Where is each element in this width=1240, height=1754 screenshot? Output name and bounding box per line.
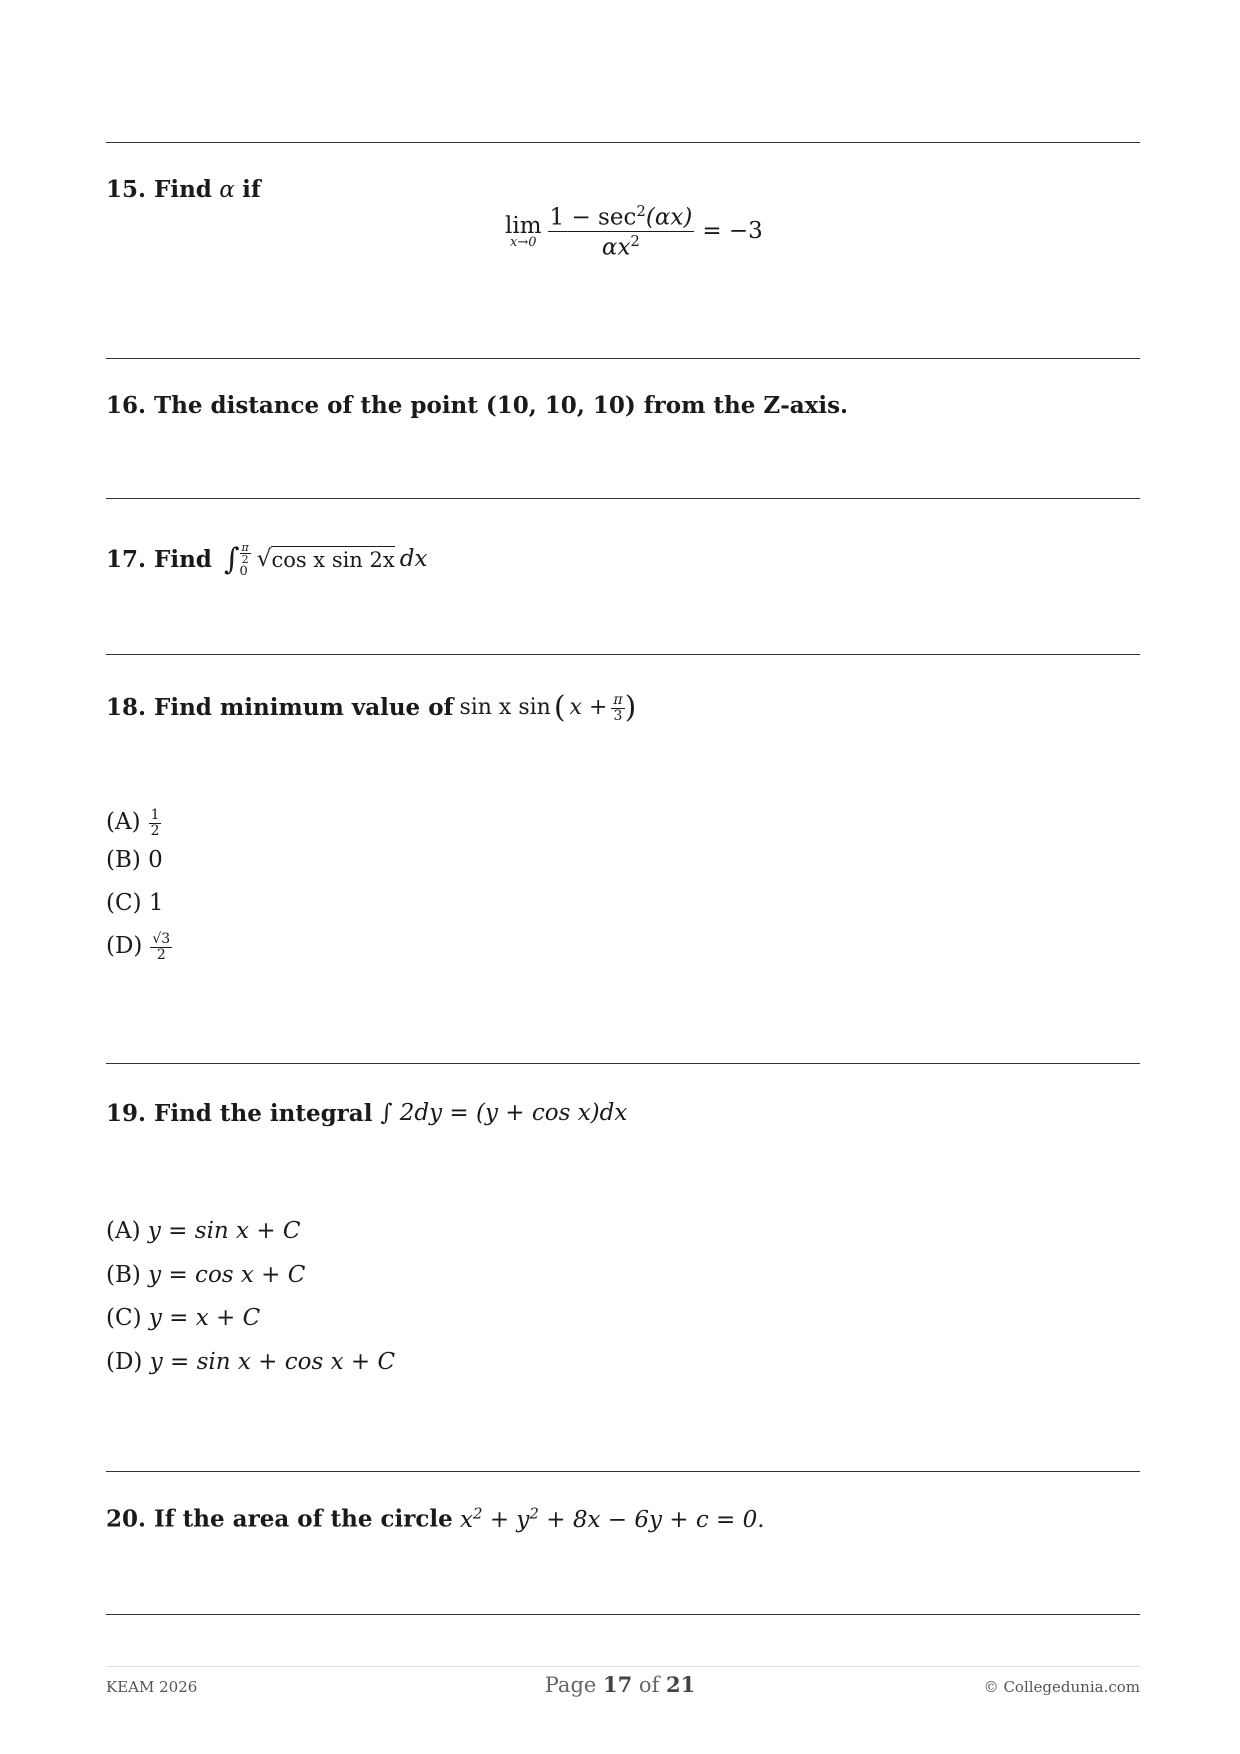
question-18-fraction: $\frac{\pi}{3}$	[613, 691, 623, 724]
question-18: 18. Find minimum value of sin x sin ( x + $\frac{\pi}{3}$ )	[106, 690, 637, 725]
question-15-label: 15. Find	[106, 176, 212, 203]
footer-divider	[106, 1666, 1140, 1667]
question-18-label: 18. Find minimum value of	[106, 694, 454, 722]
lim-subscript: x→0	[510, 234, 537, 250]
question-18-option-a[interactable]	[106, 808, 161, 838]
numerator-pre: 1 − sec	[549, 204, 637, 231]
integral-sign: ∫	[223, 542, 240, 577]
question-19-expr: ∫ 2dy = (y + cos x)dx	[380, 1100, 628, 1126]
question-19-label: 19. Find the integral	[106, 1100, 373, 1127]
option-value: y = cos x + C	[148, 1262, 306, 1288]
lim-text: lim	[505, 212, 542, 239]
option-value: y = x + C	[148, 1305, 261, 1331]
question-18-inner: x +	[569, 694, 608, 720]
question-17-label: 17. Find	[106, 546, 212, 574]
radical-sign: √	[256, 546, 272, 573]
footer-exam-name: KEAM 2026	[106, 1678, 198, 1696]
denominator-pre: αx	[601, 234, 631, 261]
question-17	[106, 542, 427, 578]
question-20-expr: $x^2 + y^2 + 8x - 6y + c = 0$.	[460, 1504, 765, 1533]
divider	[106, 1063, 1140, 1064]
option-key: (D)	[106, 1349, 143, 1375]
question-15-var: α	[219, 177, 235, 203]
option-key: (C)	[106, 1305, 142, 1331]
divider	[106, 1471, 1140, 1472]
question-19	[106, 1100, 627, 1128]
question-15	[106, 176, 261, 205]
denominator-sup: 2	[630, 231, 640, 250]
option-fraction: $\frac{1}{2}$	[150, 807, 160, 839]
page-footer	[0, 1668, 1240, 1708]
divider	[106, 654, 1140, 655]
question-20	[106, 1505, 765, 1534]
option-key: (B)	[106, 847, 141, 873]
question-20-label: 20. If the area of the circle	[106, 1505, 453, 1533]
question-18-option-b[interactable]	[106, 847, 163, 875]
question-15-equation	[505, 202, 763, 260]
question-16-label: 16. The distance of the point (10, 10, 10) from the Z-axis.	[106, 392, 849, 419]
question-19-option-c[interactable]	[106, 1305, 260, 1333]
divider	[106, 1614, 1140, 1615]
question-19-option-d[interactable]	[106, 1349, 395, 1377]
limit-rhs: = −3	[702, 218, 763, 245]
question-18-option-d[interactable]	[106, 932, 172, 962]
limit-fraction	[548, 202, 695, 260]
divider	[106, 498, 1140, 499]
radicand: cos x sin 2x	[271, 548, 395, 573]
option-value: 1	[148, 890, 164, 916]
numerator-sup: 2	[636, 202, 646, 220]
option-value: 0	[148, 847, 163, 873]
integral-upper-limit: π 2	[241, 541, 249, 566]
page-number: Page 17 of 21	[544, 1672, 696, 1697]
question-16	[106, 392, 848, 421]
integral-differential: dx	[399, 546, 428, 573]
question-15-tail: if	[242, 176, 261, 203]
integral-lower-limit: 0	[239, 564, 248, 579]
option-value: y = sin x + C	[147, 1218, 301, 1244]
divider	[106, 142, 1140, 143]
footer-copyright: © Collegedunia.com	[983, 1678, 1140, 1696]
option-key: (B)	[106, 1262, 141, 1288]
numerator-post: (αx)	[645, 204, 693, 231]
option-key: (A)	[106, 1218, 141, 1244]
question-19-option-b[interactable]	[106, 1262, 305, 1290]
option-key: (D)	[106, 933, 143, 960]
question-18-expr: sin x sin	[459, 694, 551, 720]
option-key: (A)	[106, 809, 141, 836]
question-18-option-c[interactable]	[106, 890, 164, 918]
option-key: (C)	[106, 890, 142, 916]
option-value: y = sin x + cos x + C	[149, 1349, 396, 1375]
question-19-option-a[interactable]	[106, 1218, 301, 1246]
option-fraction: $\frac{√3}{2}$	[152, 931, 171, 963]
divider	[106, 358, 1140, 359]
